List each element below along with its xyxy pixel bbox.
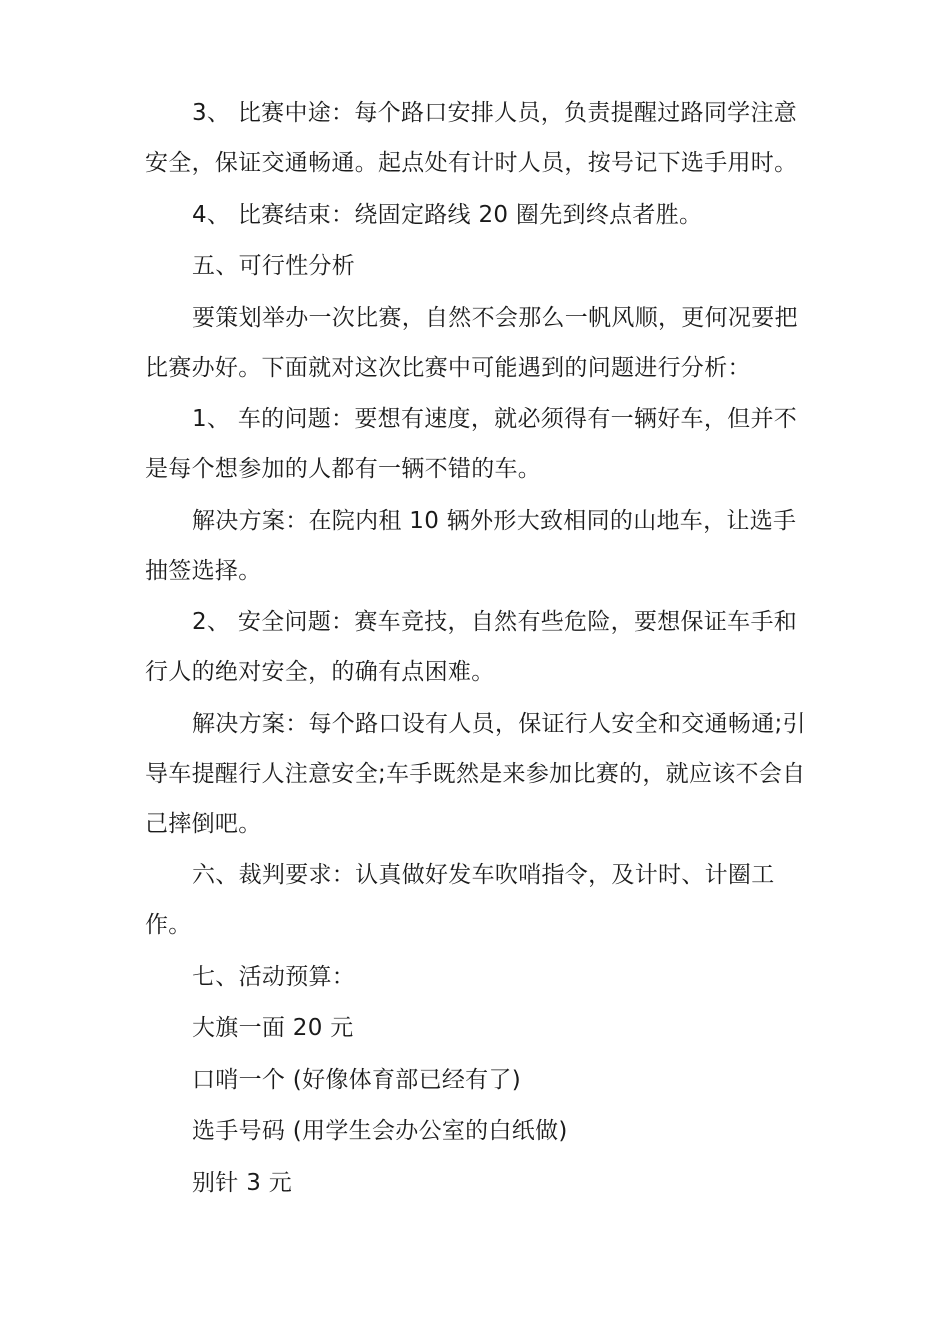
paragraph-bike-problem: 1、 车的问题：要想有速度，就必须得有一辆好车，但并不是每个想参加的人都有一辆不错的车。: [145, 406, 798, 482]
budget-item-flag: 大旗一面 20 元: [192, 1015, 354, 1041]
paragraph-bike-solution: 解决方案：在院内租 10 辆外形大致相同的山地车，让选手抽签选择。: [145, 507, 797, 584]
budget-item-whistle: 口哨一个 (好像体育部已经有了): [192, 1066, 522, 1093]
paragraph-race-end: 4、 比赛结束：绕固定路线 20 圈先到终点者胜。: [192, 201, 703, 228]
document-body: [145, 88, 815, 1209]
heading-feasibility-analysis: 五、可行性分析: [192, 253, 356, 279]
paragraph-feasibility-intro: 要策划举办一次比赛，自然不会那么一帆风顺，更何况要把比赛办好。下面就对这次比赛中可能遇到的问题进行分析：: [145, 304, 798, 381]
budget-item-pins: 别针 3 元: [192, 1169, 293, 1196]
paragraph-safety-problem: 2、 安全问题：赛车竞技，自然有些危险，要想保证车手和行人的绝对安全，的确有点困难。: [145, 609, 798, 685]
budget-item-player-numbers: 选手号码 (用学生会办公室的白纸做): [192, 1118, 568, 1144]
paragraph-race-midway: 3、 比赛中途：每个路口安排人员，负责提醒过路同学注意安全，保证交通畅通。起点处有计时人员，按号记下选手用时。: [145, 100, 798, 176]
heading-activity-budget: 七、活动预算：: [192, 963, 356, 990]
paragraph-safety-solution: 解决方案：每个路口设有人员，保证行人安全和交通畅通;引导车提醒行人注意安全;车手既然是来参加比赛的，就应该不会自己摔倒吧。: [145, 710, 806, 837]
paragraph-referee-requirements: 六、裁判要求：认真做好发车吹哨指令，及计时、计圈工作。: [145, 862, 775, 938]
